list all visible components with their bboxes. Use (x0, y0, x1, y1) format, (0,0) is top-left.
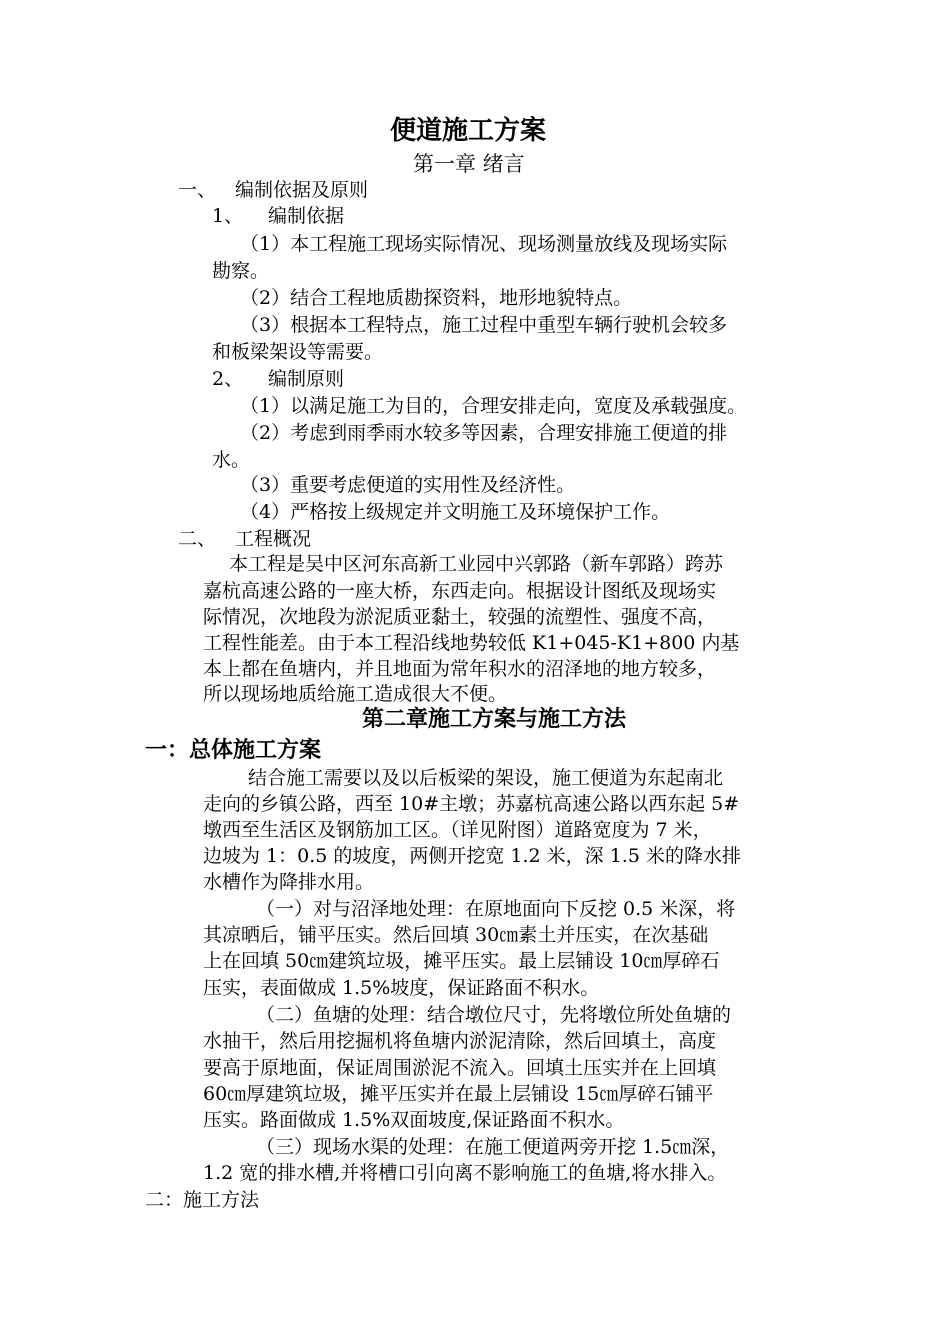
swamp-treatment-line-3: 上在回填 50㎝建筑垃圾，摊平压实。最上层铺设 10㎝厚碎石 (203, 950, 720, 972)
section-1-number: 一、 (178, 179, 217, 201)
fishpond-treatment-line-5: 压实。路面做成 1.5%双面坡度,保证路面不积水。 (203, 1109, 625, 1131)
fishpond-treatment-line-3: 要高于原地面，保证周围淤泥不流入。回填土压实并在上回填 (203, 1057, 717, 1079)
swamp-treatment-line-4: 压实，表面做成 1.5%坡度，保证路面不积水。 (203, 977, 600, 999)
swamp-treatment-line-1: （一）对与沼泽地处理：在原地面向下反挖 0.5 米深，将 (256, 898, 736, 920)
subsection-2-heading: 编制原则 (268, 368, 345, 390)
overview-line-4: 工程性能差。由于本工程沿线地势较低 K1+045-K1+800 内基 (203, 632, 740, 654)
canal-treatment-line-1: （三）现场水渠的处理：在施工便道两旁开挖 1.5㎝深， (256, 1136, 730, 1158)
principle-item-2-line-2: 水。 (212, 449, 251, 471)
basis-item-1-line-1: （1）本工程施工现场实际情况、现场测量放线及现场实际 (240, 233, 728, 255)
fishpond-treatment-line-2: 水抽干，然后用挖掘机将鱼塘内淤泥清除，然后回填土，高度 (203, 1030, 717, 1052)
subsection-2-number: 2、 (212, 368, 244, 390)
document-title: 便道施工方案 (390, 116, 547, 146)
part-2-heading: 二：施工方法 (145, 1189, 260, 1211)
basis-item-2: （2）结合工程地质勘探资料，地形地貌特点。 (240, 287, 633, 309)
chapter-1-heading: 第一章 绪言 (413, 152, 525, 176)
overview-line-3: 际情况，次地段为淤泥质亚黏土，较强的流塑性、强度不高， (203, 606, 717, 628)
general-plan-line-5: 水槽作为降排水用。 (203, 871, 375, 893)
section-2-number: 二、 (178, 528, 217, 550)
section-2-heading: 工程概况 (235, 528, 312, 550)
subsection-1-number: 1、 (212, 205, 244, 227)
basis-item-3-line-2: 和板梁架设等需要。 (212, 341, 384, 363)
fishpond-treatment-line-1: （二）鱼塘的处理：结合墩位尺寸，先将墩位所处鱼塘的 (256, 1004, 732, 1026)
part-1-heading: 一：总体施工方案 (145, 737, 322, 763)
general-plan-line-1: 结合施工需要以及以后板梁的架设，施工便道为东起南北 (248, 767, 724, 789)
overview-line-2: 嘉杭高速公路的一座大桥，东西走向。根据设计图纸及现场实 (203, 580, 717, 602)
general-plan-line-3: 墩西至生活区及钢筋加工区。（详见附图）道路宽度为 7 米， (203, 819, 712, 841)
principle-item-2-line-1: （2）考虑到雨季雨水较多等因素，合理安排施工便道的排 (240, 422, 728, 444)
overview-line-6: 所以现场地质给施工造成很大不便。 (203, 683, 508, 705)
canal-treatment-line-2: 1.2 宽的排水槽,并将槽口引向离不影响施工的鱼塘,将水排入。 (203, 1162, 727, 1184)
principle-item-4: （4）严格按上级规定并文明施工及环境保护工作。 (240, 501, 671, 523)
subsection-1-heading: 编制依据 (268, 205, 345, 227)
principle-item-1: （1）以满足施工为目的，合理安排走向，宽度及承载强度。 (240, 395, 747, 417)
principle-item-3: （3）重要考虑便道的实用性及经济性。 (240, 474, 576, 496)
general-plan-line-2: 走向的乡镇公路，西至 10#主墩；苏嘉杭高速公路以西东起 5# (203, 793, 740, 815)
chapter-2-heading: 第二章施工方案与施工方法 (362, 706, 627, 732)
overview-line-1: 本工程是吴中区河东高新工业园中兴郭路（新车郭路）跨苏 (229, 553, 724, 575)
section-1-heading: 编制依据及原则 (235, 179, 369, 201)
overview-line-5: 本上都在鱼塘内，并且地面为常年积水的沼泽地的地方较多， (203, 658, 717, 680)
basis-item-1-line-2: 勘察。 (212, 260, 270, 282)
fishpond-treatment-line-4: 60㎝厚建筑垃圾，摊平压实并在最上层铺设 15㎝厚碎石铺平 (203, 1083, 714, 1105)
general-plan-line-4: 边坡为 1：0.5 的坡度，两侧开挖宽 1.2 米，深 1.5 米的降水排 (203, 845, 741, 867)
basis-item-3-line-1: （3）根据本工程特点，施工过程中重型车辆行驶机会较多 (240, 314, 728, 336)
swamp-treatment-line-2: 其凉晒后，铺平压实。然后回填 30㎝素土并压实，在次基础 (203, 924, 709, 946)
